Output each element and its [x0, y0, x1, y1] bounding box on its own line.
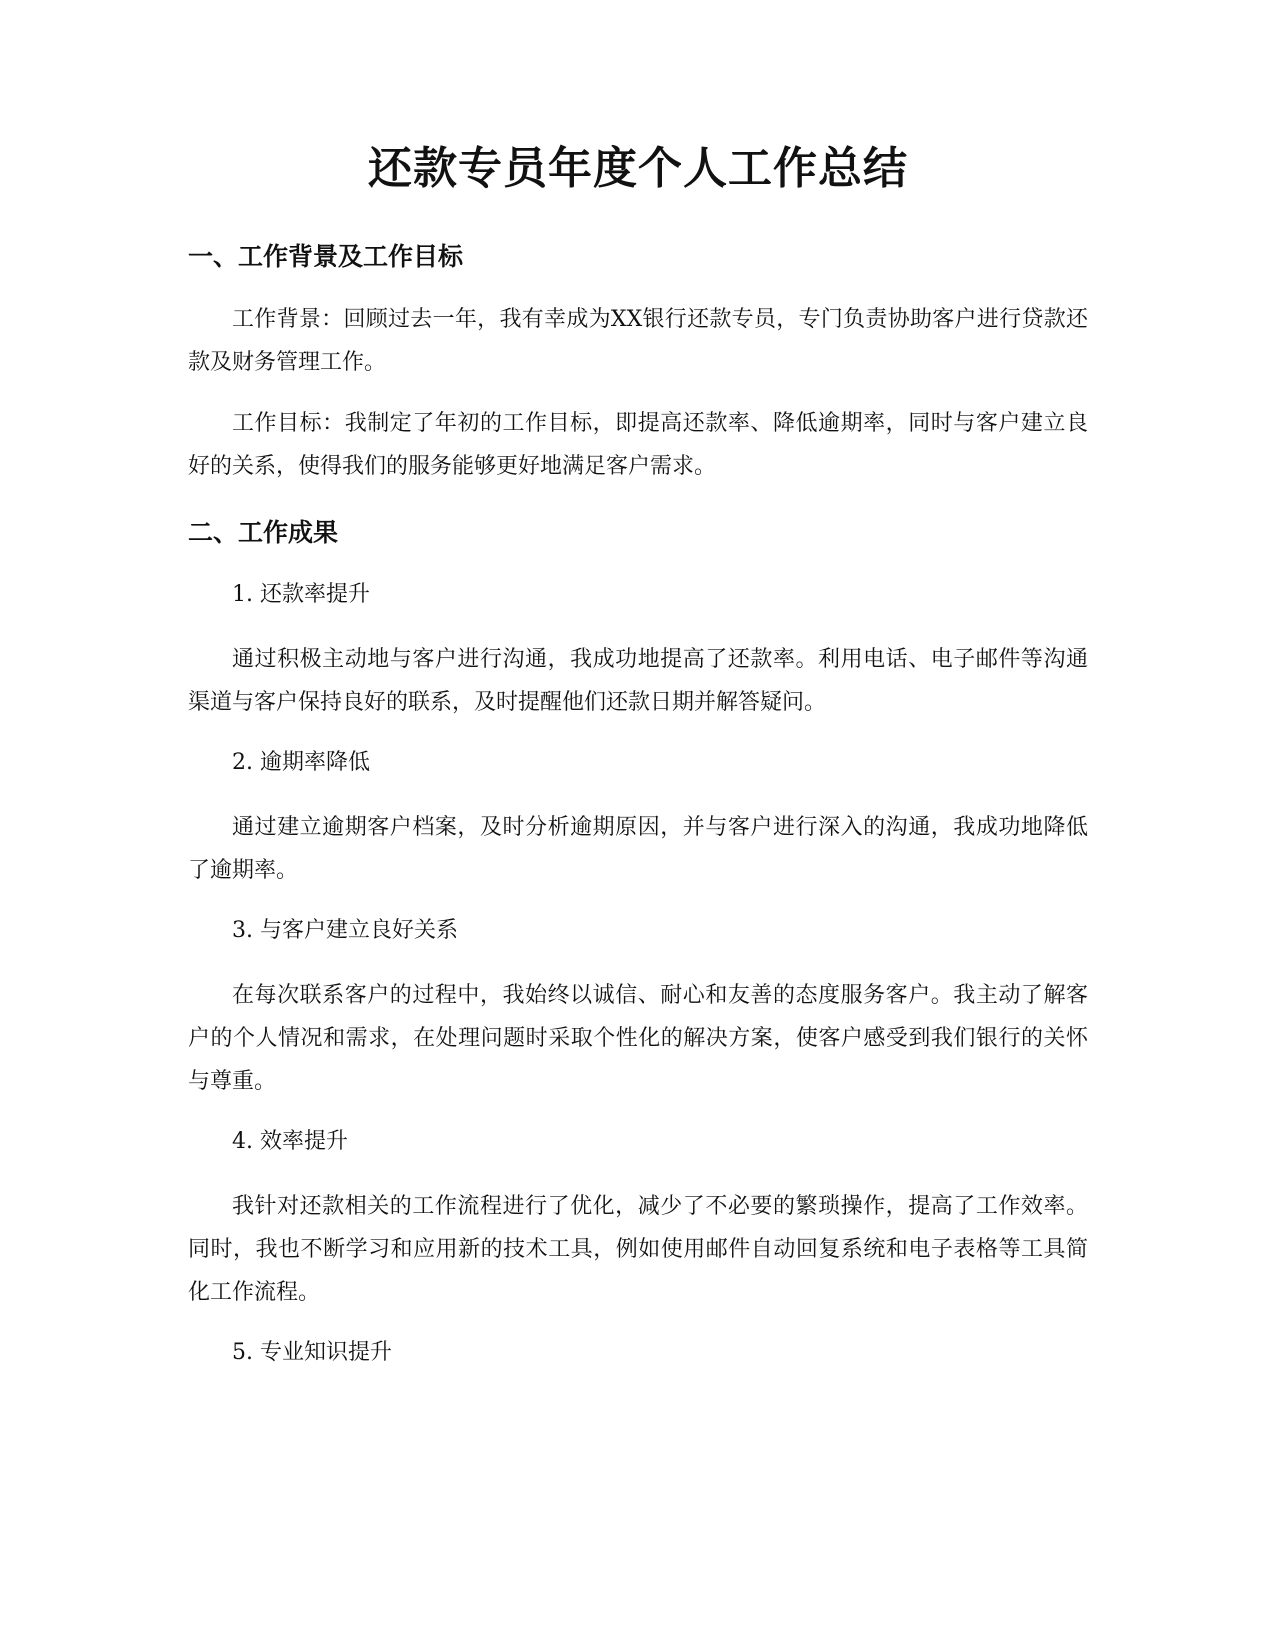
- item-label-professional-knowledge: 5. 专业知识提升: [232, 1340, 392, 1365]
- item-label-efficiency: 4. 效率提升: [232, 1129, 348, 1154]
- document-title: 还款专员年度个人工作总结: [368, 143, 908, 194]
- paragraph-work-goals: 工作目标：我制定了年初的工作目标，即提高还款率、降低逾期率，同时与客户建立良好的关系，使得我们的服务能够更好地满足客户需求。: [188, 411, 1088, 479]
- section-heading-background-goals: 一、工作背景及工作目标: [188, 242, 464, 271]
- paragraph-repayment-rate: 通过积极主动地与客户进行沟通，我成功地提高了还款率。利用电话、电子邮件等沟通渠道与客户保持良好的联系，及时提醒他们还款日期并解答疑问。: [188, 647, 1088, 715]
- paragraph-client-relations: 在每次联系客户的过程中，我始终以诚信、耐心和友善的态度服务客户。我主动了解客户的个人情况和需求，在处理问题时采取个性化的解决方案，使客户感受到我们银行的关怀与尊重。: [188, 983, 1088, 1094]
- paragraph-overdue-rate: 通过建立逾期客户档案，及时分析逾期原因，并与客户进行深入的沟通，我成功地降低了逾期率。: [188, 815, 1088, 883]
- item-label-client-relations: 3. 与客户建立良好关系: [232, 918, 458, 943]
- section-heading-achievements: 二、工作成果: [188, 518, 339, 547]
- item-label-repayment-rate: 1. 还款率提升: [232, 582, 370, 607]
- paragraph-efficiency: 我针对还款相关的工作流程进行了优化，减少了不必要的繁琐操作，提高了工作效率。同时，我也不断学习和应用新的技术工具，例如使用邮件自动回复系统和电子表格等工具简化工作流程。: [188, 1194, 1088, 1305]
- item-label-overdue-rate: 2. 逾期率降低: [232, 750, 370, 775]
- paragraph-work-background: 工作背景：回顾过去一年，我有幸成为XX银行还款专员，专门负责协助客户进行贷款还款及财务管理工作。: [188, 307, 1088, 375]
- document-body: [188, 140, 1088, 1372]
